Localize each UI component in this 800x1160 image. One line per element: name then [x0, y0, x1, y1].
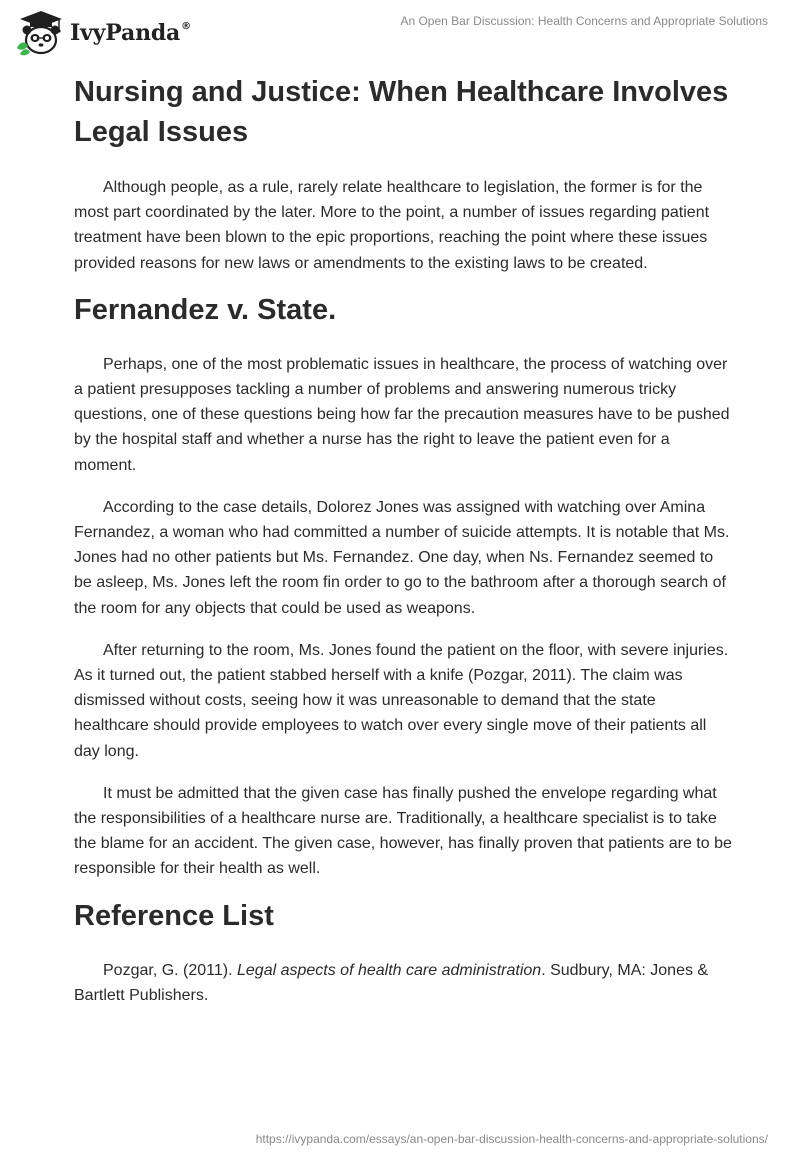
body-paragraph: After returning to the room, Ms. Jones found the patient on the floor, with severe injuries. As it turned out, the patient stabbed herself with a knife (Pozgar, 2011). The claim was dismissed without costs, seeing how it was unreasonable to demand that the state healthcare should provide employees to watch over every single move of their patients all day long. — [74, 641, 729, 760]
brand-name: IvyPanda® — [70, 20, 191, 46]
registered-mark: ® — [181, 20, 191, 32]
reference-author: Pozgar, G. (2011). — [103, 961, 237, 979]
reference-publisher: . Sudbury, MA: Jones & Bartlett Publishers. — [74, 961, 709, 1004]
article-title: Nursing and Justice: When Healthcare Involves Legal Issues — [74, 76, 729, 148]
document-title: An Open Bar Discussion: Health Concerns and Appropriate Solutions — [400, 14, 768, 28]
body-paragraph: According to the case details, Dolorez Jones was assigned with watching over Amina Fernandez, a woman who had committed a number of suicide attempts. It is notable that Ms. Jones had no other patients but Ms. Fernandez. One day, when Ns. Fernandez seemed to be asleep, Ms. Jones left the room fin order to go to the bathroom after a thorough search of the room for any objects that could be used as weapons. — [74, 498, 730, 617]
brand-logo[interactable] — [14, 8, 191, 56]
article-body — [74, 72, 734, 1025]
intro-paragraph: Although people, as a rule, rarely relate healthcare to legislation, the former is for the most part coordinated by the later. More to the point, a number of issues regarding patient treatment have been blown to the epic proportions, reaching the point where these issues provided reasons for new laws or amendments to the existing laws to be created. — [74, 179, 710, 272]
body-paragraph: It must be admitted that the given case has finally pushed the envelope regarding what the responsibilities of a healthcare nurse are. Traditionally, a healthcare specialist is to take the blame for an accident. The given case, however, has finally proven that patients are to be responsible for their health as well. — [74, 784, 732, 878]
page-header — [0, 0, 800, 60]
body-paragraph: Perhaps, one of the most problematic issues in healthcare, the process of watching over a patient presupposes tackling a number of problems and answering numerous tricky questions, one of these questions being how far the precaution measures have to be pushed by the hospital staff and whether a nurse has the right to leave the patient even for a moment. — [74, 355, 730, 474]
reference-entry — [74, 958, 734, 1008]
section-heading-references: Reference List — [74, 899, 274, 932]
section-heading-case: Fernandez v. State. — [74, 293, 337, 326]
source-url[interactable]: https://ivypanda.com/essays/an-open-bar-discussion-health-concerns-and-appropriate-solutions/ — [255, 1132, 768, 1146]
panda-graduate-icon — [14, 8, 66, 56]
reference-title: Legal aspects of health care administration — [237, 961, 542, 979]
